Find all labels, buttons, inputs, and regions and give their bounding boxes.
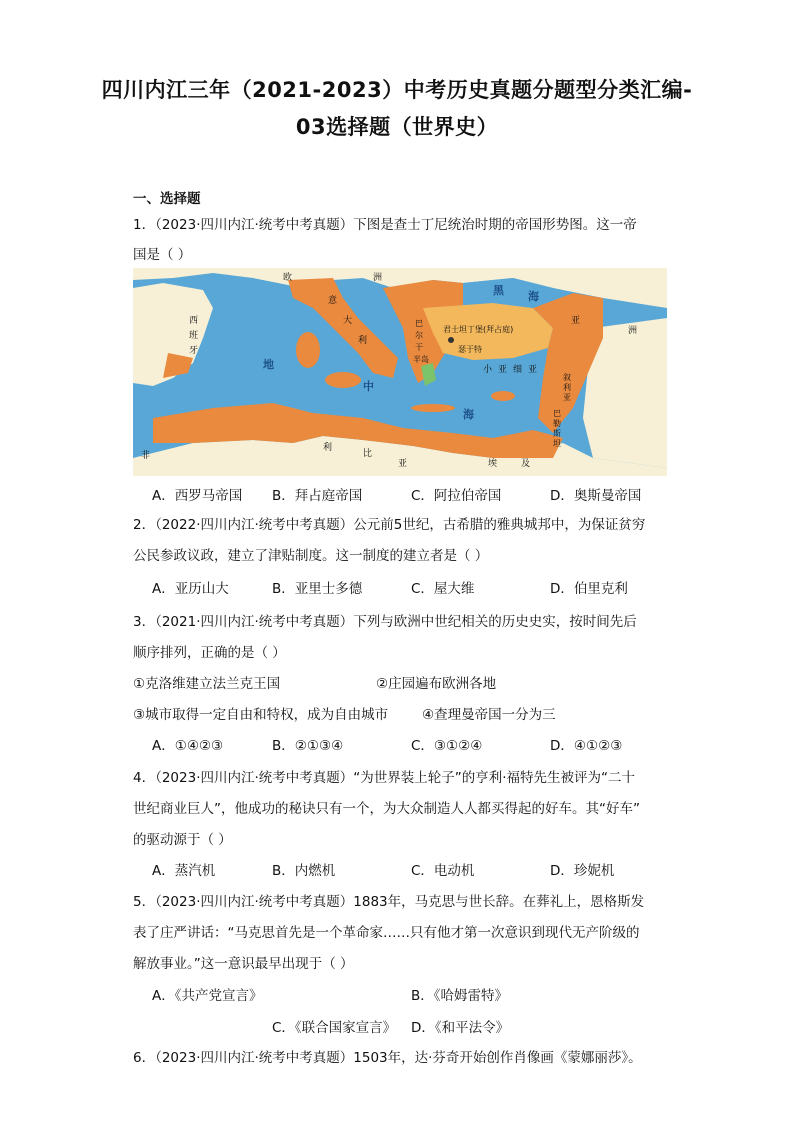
q2-option-d: D．伯里克利 xyxy=(550,581,628,597)
q1-option-c: C．阿拉伯帝国 xyxy=(411,488,502,504)
q6-line1: 6．（2023·四川内江·统考中考真题）1503年，达·芬奇开始创作肖像画《蒙娜丽莎》。 xyxy=(133,1050,642,1066)
map-label: 亚 xyxy=(498,365,508,375)
q5-option-c: C．《联合国家宣言》 xyxy=(272,1020,397,1036)
map-label: 欧 xyxy=(283,273,293,283)
map-label: 利 xyxy=(358,336,368,346)
map-label: 君士坦丁堡(拜占庭) xyxy=(443,325,514,334)
map-label: 洲 xyxy=(373,273,383,283)
map-label: 亚 xyxy=(398,459,408,469)
q3-option-c: C．③①②④ xyxy=(411,738,483,754)
map-label: 利 xyxy=(323,443,333,453)
map-label: 意 xyxy=(328,296,338,306)
map-label: 亚 xyxy=(571,316,581,326)
q1-option-d: D．奥斯曼帝国 xyxy=(550,488,642,504)
map-label: 比 xyxy=(363,449,373,459)
q3-item-2: ②庄园遍布欧洲各地 xyxy=(376,676,497,692)
map-label: 勒 xyxy=(553,419,561,428)
q3-option-b: B．②①③④ xyxy=(272,738,344,754)
map-label: 埃 xyxy=(488,459,498,469)
q5-line3: 解放事业。”这一意识最早出现于（ ） xyxy=(133,956,354,972)
map-label: 西 xyxy=(189,316,199,326)
map-label: 牙 xyxy=(189,346,199,356)
map-label: 尔 xyxy=(415,331,423,340)
q2-line2: 公民参政议政，建立了津贴制度。这一制度的建立者是（ ） xyxy=(133,548,489,564)
map-label: 坦 xyxy=(553,439,561,448)
map-label: 非 xyxy=(141,451,151,461)
q4-option-c: C．电动机 xyxy=(411,863,475,879)
map-label: 利 xyxy=(563,383,571,392)
q1-option-b: B．拜占庭帝国 xyxy=(272,488,363,504)
q1-line1: 1．（2023·四川内江·统考中考真题）下图是查士丁尼统治时期的帝国形势图。这一帝 xyxy=(133,217,637,233)
map-label: 斯 xyxy=(553,429,561,438)
q2-line1: 2．（2022·四川内江·统考中考真题）公元前5世纪，古希腊的雅典城邦中，为保证贫穷 xyxy=(133,517,646,533)
map-label: 黑 xyxy=(493,284,504,297)
q4-option-d: D．珍妮机 xyxy=(550,863,615,879)
map-label: 巴 xyxy=(553,409,561,418)
q3-option-a: A．①④②③ xyxy=(152,738,224,754)
doc-title-line1: 四川内江三年（2021-2023）中考历史真题分题型分类汇编- xyxy=(101,78,693,102)
byzantine-empire-map xyxy=(133,268,667,476)
map-label: 干 xyxy=(415,343,423,352)
q2-option-c: C．屋大维 xyxy=(411,581,475,597)
map-label: 海 xyxy=(463,408,474,421)
q5-line2: 表了庄严讲话：“马克思首先是一个革命家……只有他才第一次意识到现代无产阶级的 xyxy=(133,925,640,941)
map-label: 及 xyxy=(521,459,531,469)
q4-line3: 的驱动源于（ ） xyxy=(133,832,232,848)
map-label: 海 xyxy=(528,290,539,303)
q5-option-a: A．《共产党宣言》 xyxy=(152,988,263,1004)
map-label: 亚 xyxy=(528,365,538,375)
map-label: 洲 xyxy=(628,326,638,336)
doc-title-line2: 03选择题（世界史） xyxy=(295,115,499,139)
q4-option-b: B．内燃机 xyxy=(272,863,336,879)
q1-option-a: A．西罗马帝国 xyxy=(152,488,243,504)
q4-option-a: A．蒸汽机 xyxy=(152,863,216,879)
q3-option-d: D．④①②③ xyxy=(550,738,623,754)
section-heading: 一、选择题 xyxy=(133,191,201,207)
q3-item-4: ④查理曼帝国一分为三 xyxy=(422,707,556,723)
q4-line2: 世纪商业巨人”，他成功的秘诀只有一个，为大众制造人人都买得起的好车。其“好车” xyxy=(133,801,640,817)
q5-line1: 5．（2023·四川内江·统考中考真题）1883年，马克思与世长辞。在葬礼上，恩格斯发 xyxy=(133,894,645,910)
map-label: 巴 xyxy=(415,319,423,328)
map-label: 大 xyxy=(343,316,353,326)
map-label: 细 xyxy=(513,365,523,375)
map-label: 小 xyxy=(483,365,493,375)
map-label: 班 xyxy=(189,331,199,341)
map-label: 中 xyxy=(363,380,374,393)
q4-line1: 4．（2023·四川内江·统考中考真题）“为世界装上轮子”的亨利·福特先生被评为“二十 xyxy=(133,770,636,786)
map-label: 亚 xyxy=(563,393,571,402)
q2-option-b: B．亚里士多德 xyxy=(272,581,363,597)
q5-option-d: D．《和平法令》 xyxy=(411,1020,510,1036)
map-label: 叙 xyxy=(563,373,571,382)
q3-item-1: ①克洛维建立法兰克王国 xyxy=(133,676,281,692)
map-label: 地 xyxy=(263,358,274,371)
map-label: 半岛 xyxy=(413,355,429,364)
q3-line1: 3．（2021·四川内江·统考中考真题）下列与欧洲中世纪相关的历史史实，按时间先后 xyxy=(133,614,637,630)
q3-item-3: ③城市取得一定自由和特权，成为自由城市 xyxy=(133,707,389,723)
q1-line2: 国是（ ） xyxy=(133,247,192,263)
q2-option-a: A．亚历山大 xyxy=(152,581,229,597)
q5-option-b: B．《哈姆雷特》 xyxy=(411,988,509,1004)
map-label: 瑟于特 xyxy=(458,345,482,354)
q3-line2: 顺序排列，正确的是（ ） xyxy=(133,645,286,661)
